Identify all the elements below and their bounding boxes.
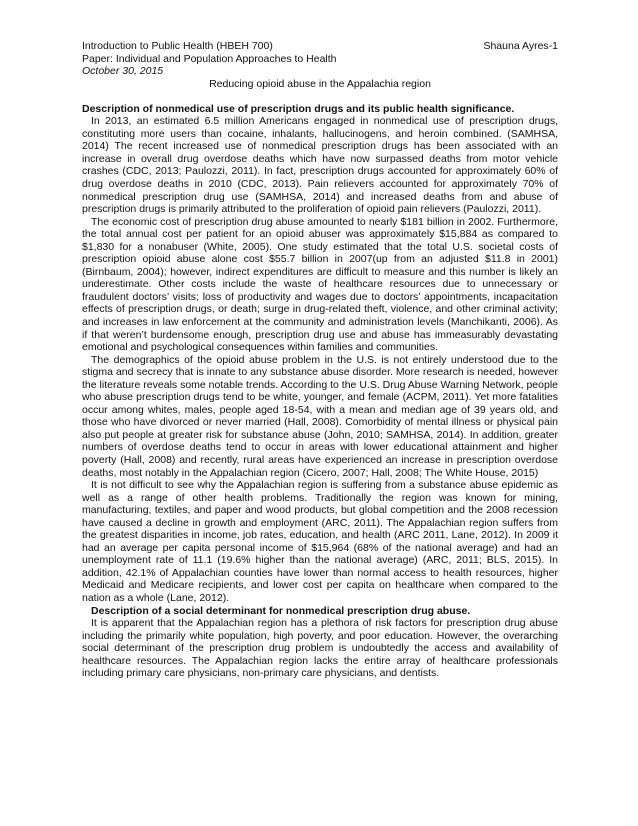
paragraph-5: It is apparent that the Appalachian region has a plethora of risk factors for prescription drug abuse including the primarily white population, high poverty, and poor education. However, the overarching social determinant of the prescription drug problem is undoubtedly the access and availability of healthcare resources. The Appalachian region lacks the entire array of healthcare professionals including primary care physicians, non-primary care physicians, and dentists.	[82, 617, 558, 680]
paragraph-4: It is not difficult to see why the Appalachian region is suffering from a substance abuse epidemic as well as a range of other health problems. Traditionally the region was known for mining, manufacturing, textiles, and paper and wood products, but global competition and the 2008 recession have caused a decline in growth and employment (ARC, 2011). The Appalachian region suffers from the greatest disparities in income, job rates, education, and health (ARC 2011, Lane, 2012). In 2009 it had an average per capita personal income of $15,964 (68% of the national average) and had an unemployment rate of 11.1 (19.6% higher than the national average) (ARC, 2011; BLS, 2015). In addition, 42.1% of Appalachian counties have lower than normal access to health resources, higher Medicaid and Medicare recipients, and lower cost per capita on healthcare when compared to the nation as a whole (Lane, 2012).	[82, 479, 558, 605]
section-heading-1: Description of nonmedical use of prescription drugs and its public health significance.	[82, 102, 515, 115]
author-page-number: Shauna Ayres-1	[483, 40, 558, 52]
paragraph-3: The demographics of the opioid abuse problem in the U.S. is not entirely understood due to the stigma and secrecy that is innate to any substance abuse disorder. More research is needed, however the literature reveals some notable trends. According to the U.S. Drug Abuse Warning Network, people who abuse prescription drugs tend to be white, younger, and female (ACPM, 2011). Yet more fatalities occur among whites, males, people aged 18-54, with a mean and median age of 39 years old, and those who have divorced or never married (Hall, 2008). Comorbidity of mental illness or physical pain also put people at greater risk for substance abuse (John, 2010; SAMHSA, 2014). In addition, greater numbers of overdose deaths tend to occur in areas with lower educational attainment and higher poverty (Hall, 2008) and recently, rural areas have experienced an increase in prescription overdose deaths, most notably in the Appalachian region (Cicero, 2007; Hall, 2008; The White House, 2015)	[82, 353, 558, 479]
paragraph-2: The economic cost of prescription drug abuse amounted to nearly $181 billion in 2002. Furthermore, the total annual cost per patient for an opioid abuser was approximately $15,884 as compared to $1,830 for a nonabuser (White, 2005). One study estimated that the total U.S. societal costs of prescription opioid abuse alone cost $55.7 billion in 2007(up from an adjusted $11.8 in 2001) (Birnbaum, 2004); however, indirect expenditures are difficult to measure and this number is likely an underestimate. Other costs include the waste of healthcare resources due to unnecessary or fraudulent doctors’ visits; loss of productivity and wages due to doctors’ appointments, incapacitation effects of prescription drugs, or death; surge in drug-related theft, violence, and other criminal activity; and increases in law enforcement at the community and administration levels (Manchikanti, 2006). As if that weren’t burdensome enough, prescription drug use and abuse has immeasurably devastating emotional and psychological consequences within families and communities.	[82, 215, 558, 354]
document-title: Reducing opioid abuse in the Appalachia region	[209, 77, 431, 90]
document-page	[82, 40, 558, 680]
spacer	[82, 90, 558, 103]
course-title: Introduction to Public Health (HBEH 700)	[82, 40, 273, 52]
date-line: October 30, 2015	[82, 65, 164, 78]
header-row	[82, 40, 558, 53]
paper-line: Paper: Individual and Population Approaches to Health	[82, 52, 337, 65]
paragraph-1: In 2013, an estimated 6.5 million Americans engaged in nonmedical use of prescription drugs, constituting more users than cocaine, inhalants, hallucinogens, and heroin combined. (SAMHSA, 2014) The recent increased use of nonmedical prescription drugs has been associated with an increase in overall drug overdose deaths which have now surpassed deaths from motor vehicle crashes (CDC, 2013; Paulozzi, 2011). In fact, prescription drugs accounted for approximately 60% of drug overdose deaths in 2010 (CDC, 2013). Pain relievers accounted for approximately 70% of nonmedical prescription drug use (SAMHSA, 2014) and increased deaths from and abuse of prescription drugs is primarily attributed to the proliferation of opioid pain relievers (Paulozzi, 2011).	[82, 115, 558, 216]
section-heading-2: Description of a social determinant for nonmedical prescription drug abuse.	[91, 604, 471, 617]
